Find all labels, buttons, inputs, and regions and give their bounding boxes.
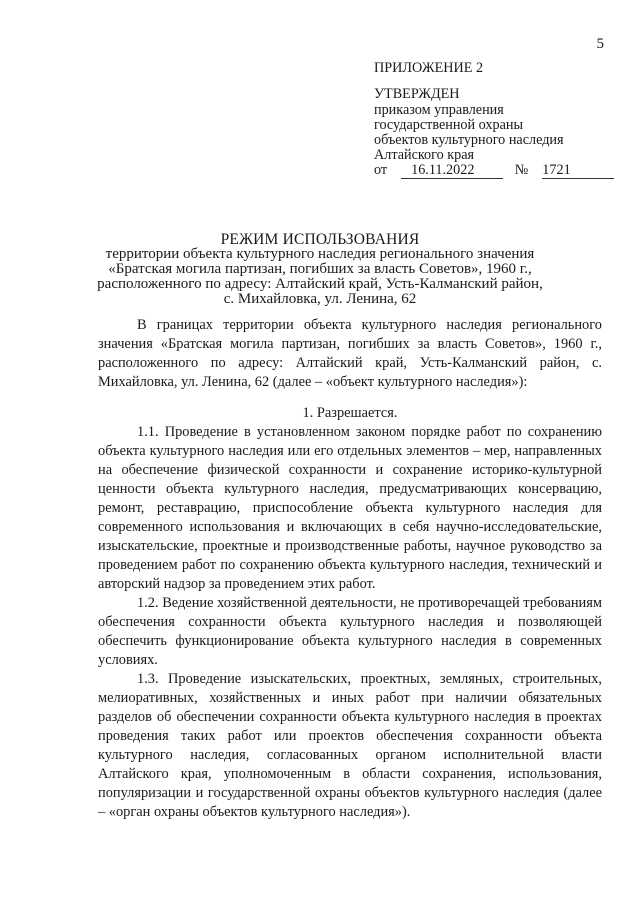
approved-label: УТВЕРЖДЕН	[374, 86, 460, 102]
page-number: 5	[596, 36, 604, 52]
approval-line: государственной охраны	[374, 117, 524, 133]
clause-1-3: 1.3. Проведение изыскательских, проектных, земляных, строительных, мелиоративных, хозяйственных и иных работ при наличии обязательных разделов об обеспечении сохранности объекта культурного наследия в проектах проведения таких работ или проектов обеспечения сохранности объекта культурного наследия, согласованных органом исполнительной власти Алтайского края, уполномоченным в области сохранения, использования, популяризации и государственной охраны объектов культурного наследия (далее – «орган охраны объектов культурного наследия»).	[98, 671, 602, 820]
approval-line: объектов культурного наследия	[374, 132, 564, 148]
title-heading: РЕЖИМ ИСПОЛЬЗОВАНИЯ	[220, 231, 420, 248]
title-line: с. Михайловка, ул. Ленина, 62	[223, 291, 417, 307]
intro-paragraph: В границах территории объекта культурного наследия регионального значения «Братская могила партизан, погибших за власть Советов», 1960 г., расположенного по адресу: Алтайский край, Усть-Калманский район, с. Михайловка, ул. Ленина, 62 (далее – «объект культурного наследия»):	[98, 317, 602, 390]
document-title	[0, 232, 640, 307]
clause-1-2: 1.2. Ведение хозяйственной деятельности, не противоречащей требованиям обеспечения сохранности объекта культурного наследия и позволяющей обеспечить функционирование объекта культурного наследия в современных условиях.	[98, 595, 602, 668]
order-date: 16.11.2022	[401, 163, 503, 179]
title-line: территории объекта культурного наследия регионального значения	[105, 246, 535, 262]
order-number: 1721	[542, 163, 614, 179]
title-line: «Братская могила партизан, погибших за власть Советов», 1960 г.,	[108, 261, 532, 277]
section-heading: 1. Разрешается.	[302, 405, 398, 421]
appendix-label: ПРИЛОЖЕНИЕ 2	[374, 60, 484, 76]
title-line: расположенного по адресу: Алтайский край, Усть-Калманский район,	[97, 276, 543, 292]
approval-block	[374, 61, 614, 179]
approval-line: приказом управления	[374, 102, 504, 118]
number-sign: №	[514, 162, 529, 178]
clause-1-1: 1.1. Проведение в установленном законом порядке работ по сохранению объекта культурного наследия или его отдельных элементов – мер, направленных на обеспечение физической сохранности и сохранение историко-культурной ценности объекта культурного наследия, предусматривающих консервацию, ремонт, реставрацию, приспособление объекта культурного наследия для современного использования и включающих в себя научно-исследовательские, изыскательские, проектные и производственные работы, научное руководство за проведением работ по сохранению объекта культурного наследия, технический и авторский надзор за проведением этих работ.	[98, 424, 602, 592]
approval-line: Алтайского края	[374, 147, 475, 163]
document-body	[98, 316, 602, 822]
order-date-line	[374, 163, 614, 179]
from-label: от	[374, 162, 388, 178]
